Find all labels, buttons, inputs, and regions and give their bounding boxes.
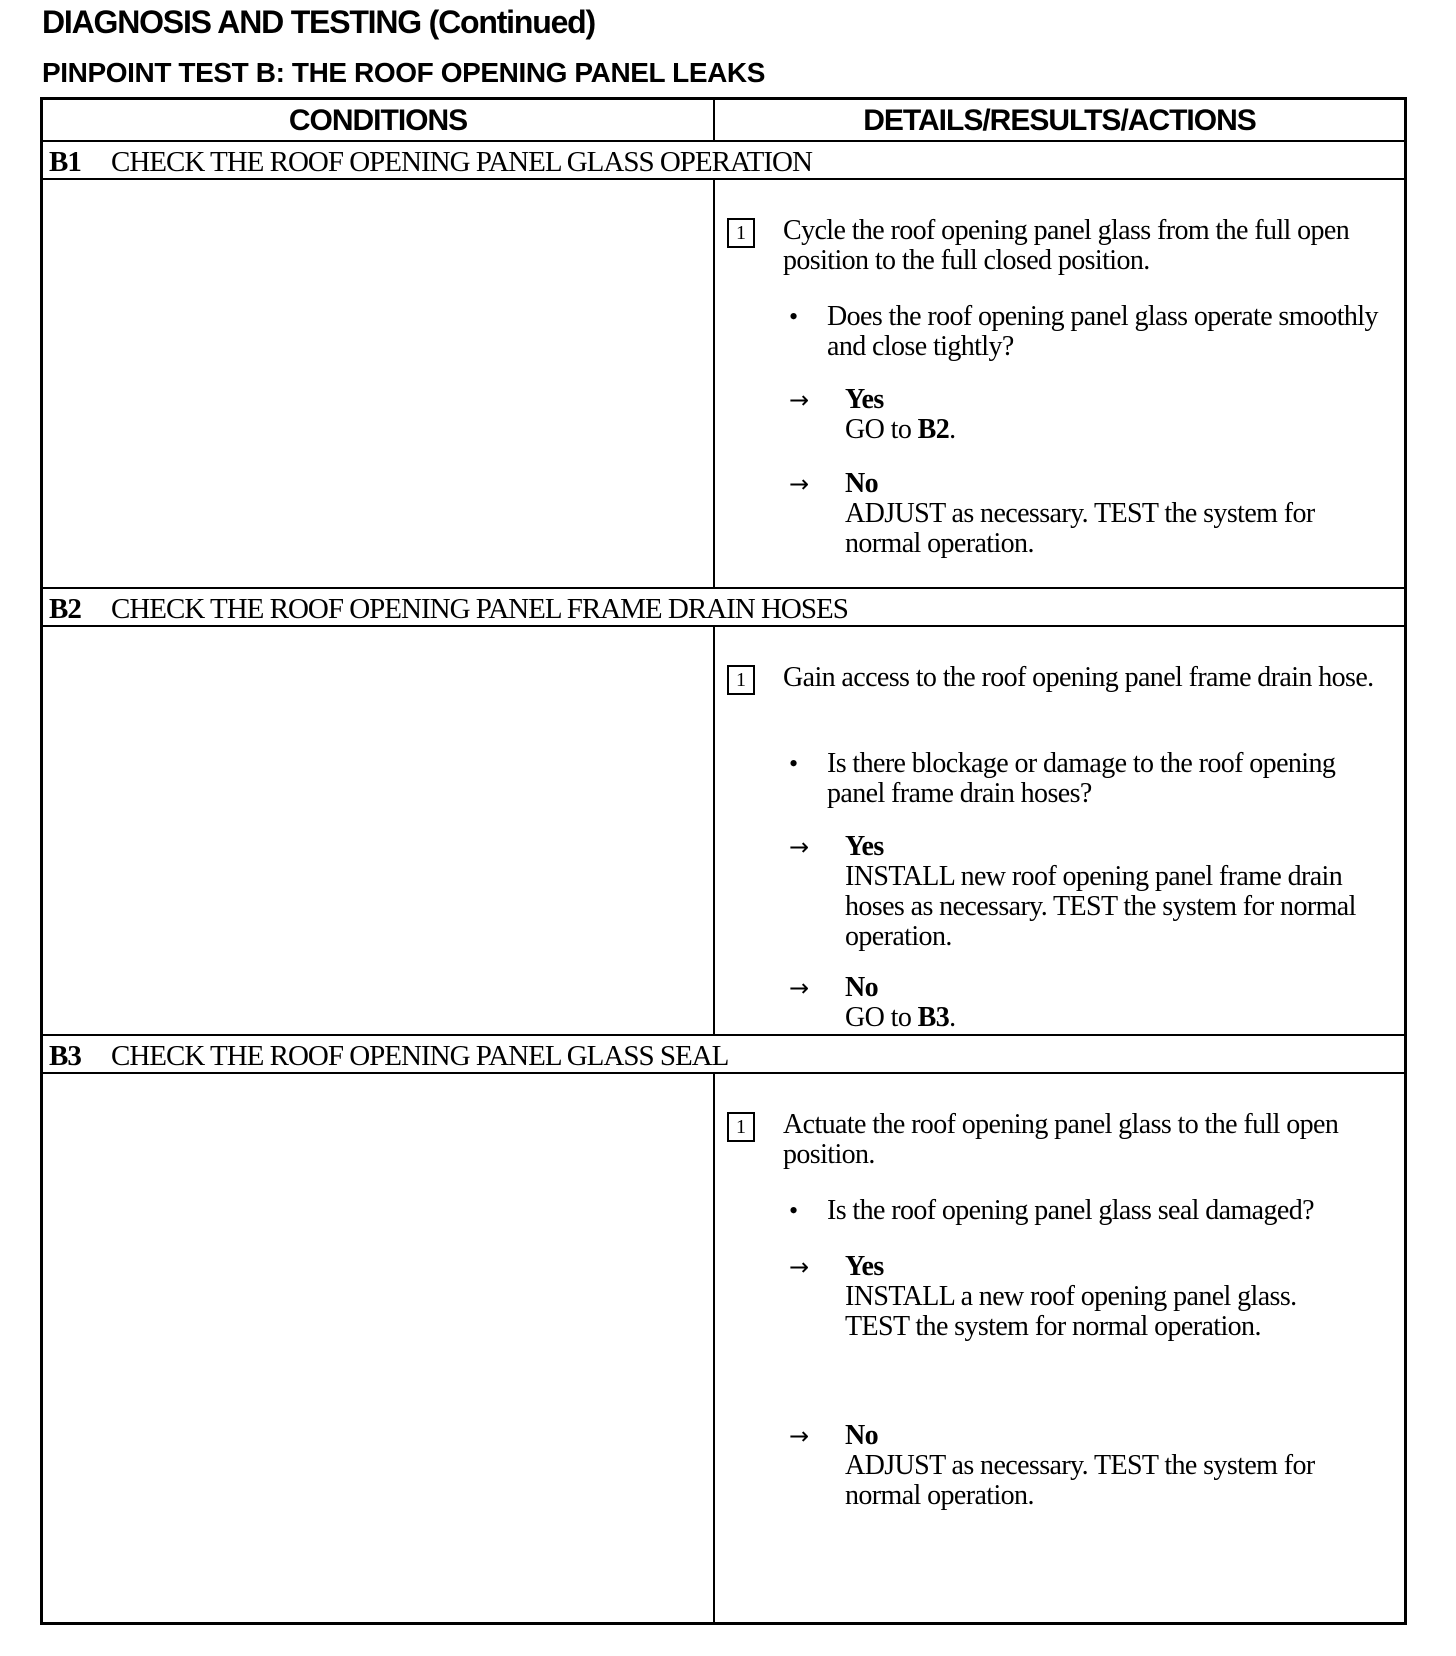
column-divider xyxy=(713,100,715,142)
details-column-header: DETAILS/RESULTS/ACTIONS xyxy=(715,100,1404,144)
no-label: No xyxy=(845,972,879,1003)
no-result xyxy=(845,1421,1365,1511)
step-id: B3 xyxy=(49,1040,81,1072)
step-id: B2 xyxy=(49,593,81,625)
yes-label: Yes xyxy=(845,1251,884,1282)
step-title: CHECK THE ROOF OPENING PANEL GLASS OPERATION xyxy=(111,146,812,178)
step-header-b2 xyxy=(43,587,1404,627)
step-details-b3 xyxy=(715,1074,1404,1622)
step-header-b3 xyxy=(43,1034,1404,1074)
test-title: PINPOINT TEST B: THE ROOF OPENING PANEL LEAKS xyxy=(42,57,766,88)
question: Is the roof opening panel glass seal damaged? xyxy=(827,1195,1314,1226)
no-action: ADJUST as necessary. TEST the system for normal operation. xyxy=(845,1450,1315,1511)
yes-label: Yes xyxy=(845,831,884,862)
no-action: ADJUST as necessary. TEST the system for normal operation. xyxy=(845,498,1315,559)
step-number-box: 1 xyxy=(727,665,755,695)
bullet-icon: • xyxy=(789,1196,798,1225)
arrow-right-icon: → xyxy=(789,386,809,414)
yes-action: GO to B2. xyxy=(845,414,956,445)
yes-label: Yes xyxy=(845,384,884,415)
yes-result xyxy=(845,1252,1365,1342)
instruction: Actuate the roof opening panel glass to the full open position. xyxy=(783,1109,1339,1170)
no-result xyxy=(845,973,1365,1033)
arrow-right-icon: → xyxy=(789,1422,809,1450)
yes-action: INSTALL a new roof opening panel glass. TEST the system for normal operation. xyxy=(845,1281,1297,1342)
arrow-right-icon: → xyxy=(789,833,809,861)
instruction: Cycle the roof opening panel glass from the full open position to the full closed position. xyxy=(783,215,1350,276)
pinpoint-test-table xyxy=(40,97,1407,1625)
step-number-box: 1 xyxy=(727,218,755,248)
step-reference: B3 xyxy=(917,1002,950,1033)
step-id: B1 xyxy=(49,146,81,178)
page-title: DIAGNOSIS AND TESTING (Continued) xyxy=(42,4,595,40)
step-title: CHECK THE ROOF OPENING PANEL GLASS SEAL xyxy=(111,1040,729,1072)
arrow-right-icon: → xyxy=(789,974,809,1002)
question: Does the roof opening panel glass operate smoothly and close tightly? xyxy=(827,301,1378,362)
step-title: CHECK THE ROOF OPENING PANEL FRAME DRAIN HOSES xyxy=(111,593,848,625)
arrow-right-icon: → xyxy=(789,1253,809,1281)
question: Is there blockage or damage to the roof opening panel frame drain hoses? xyxy=(827,748,1336,809)
yes-result xyxy=(845,385,1365,445)
step-header-b1 xyxy=(43,140,1404,180)
instruction: Gain access to the roof opening panel frame drain hose. xyxy=(783,662,1374,693)
step-number-box: 1 xyxy=(727,1112,755,1142)
yes-result xyxy=(845,832,1365,952)
conditions-column-header: CONDITIONS xyxy=(43,100,713,144)
no-label: No xyxy=(845,468,879,499)
step-details-b1 xyxy=(715,180,1404,589)
yes-action: INSTALL new roof opening panel frame drain hoses as necessary. TEST the system for normal operation. xyxy=(845,861,1356,952)
bullet-icon: • xyxy=(789,302,798,331)
arrow-right-icon: → xyxy=(789,470,809,498)
bullet-icon: • xyxy=(789,749,798,778)
no-label: No xyxy=(845,1420,879,1451)
no-action: GO to B3. xyxy=(845,1002,956,1033)
step-details-b2 xyxy=(715,627,1404,1036)
step-reference: B2 xyxy=(917,414,950,445)
no-result xyxy=(845,469,1365,559)
